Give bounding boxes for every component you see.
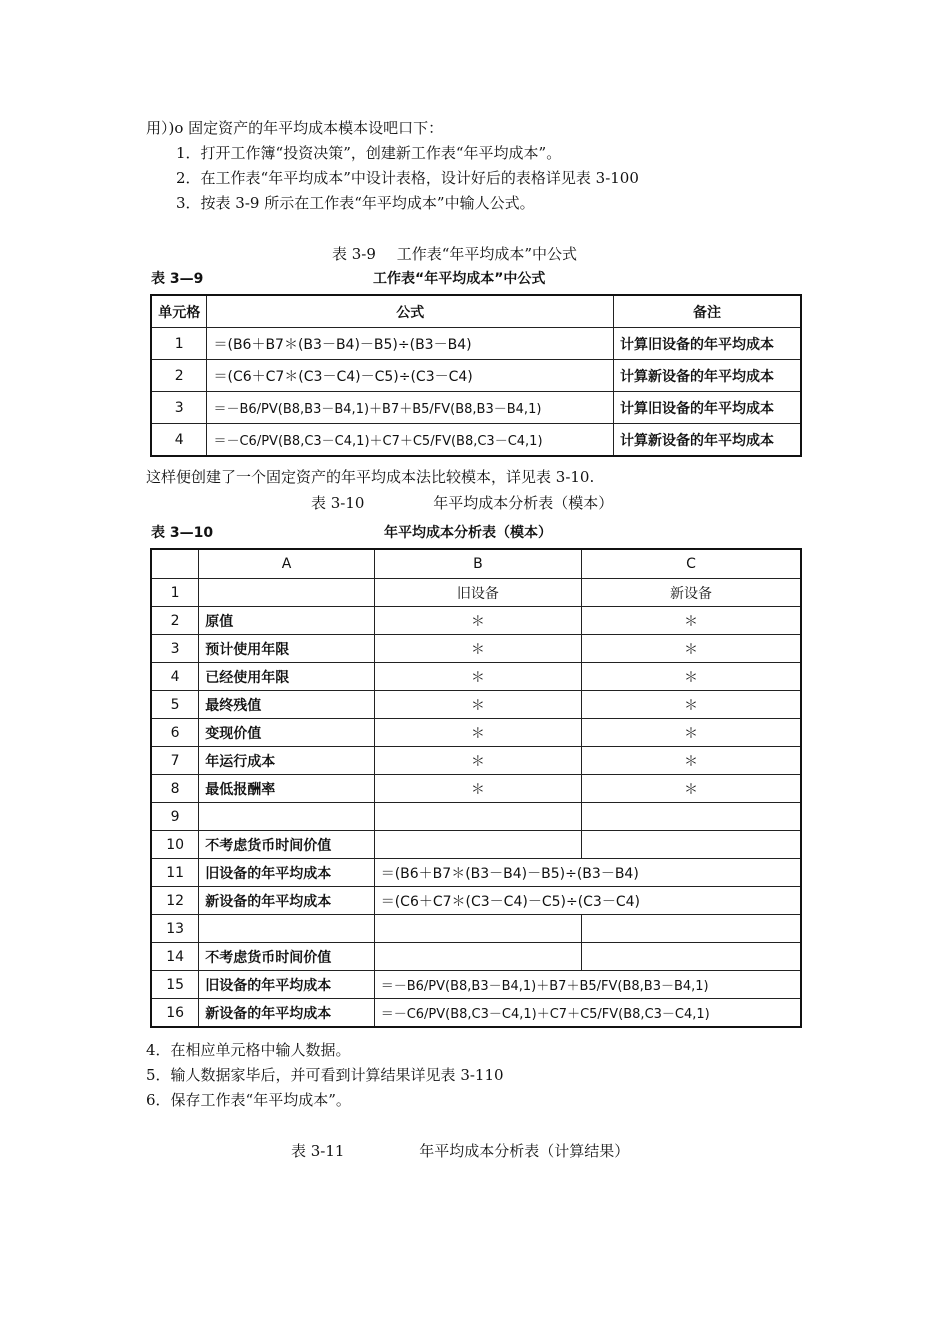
cell-a — [199, 803, 374, 831]
table-3-9-caption — [332, 243, 577, 264]
corner-cell — [151, 549, 199, 579]
row-number: 14 — [151, 943, 199, 971]
cell-c: 新设备 — [582, 579, 801, 607]
cell-bc-formula: ＝－C6/PV(B8,C3－C4,1)＋C7＋C5/FV(B8,C3－C4,1) — [374, 999, 801, 1028]
header-note: 备注 — [613, 295, 801, 328]
cell-a: 旧设备的年平均成本 — [199, 971, 374, 999]
middle-text: 这样便创建了一个固定资产的年平均成本法比较模本，详见表 3-10. — [146, 468, 595, 486]
cell-b: ＊ — [374, 607, 581, 635]
row-cell: 1 — [151, 328, 207, 360]
row-number: 11 — [151, 859, 199, 887]
table-row — [151, 831, 801, 859]
cell-a: 不考虑货币时间价值 — [199, 831, 374, 859]
table-row — [151, 607, 801, 635]
cell-b — [374, 831, 581, 859]
cell-c: ＊ — [582, 747, 801, 775]
cell-b: ＊ — [374, 719, 581, 747]
cell-a: 旧设备的年平均成本 — [199, 859, 374, 887]
table-3-9-caption-num: 表 3-9 — [332, 245, 376, 263]
row-formula: ＝(C6＋C7＊(C3－C4)－C5)÷(C3－C4) — [207, 360, 613, 392]
cell-a — [199, 579, 374, 607]
cell-c: ＊ — [582, 607, 801, 635]
table-row — [151, 392, 801, 424]
table-3-9 — [150, 294, 802, 457]
row-formula: ＝(B6＋B7＊(B3－B4)－B5)÷(B3－B4) — [207, 328, 613, 360]
row-cell: 3 — [151, 392, 207, 424]
row-number: 15 — [151, 971, 199, 999]
header-formula: 公式 — [207, 295, 613, 328]
step-5: 5．输人数据家毕后，并可看到计算结果详见表 3-110 — [146, 1066, 504, 1084]
table-row — [151, 747, 801, 775]
cell-a: 年运行成本 — [199, 747, 374, 775]
row-number: 3 — [151, 635, 199, 663]
table-row — [151, 915, 801, 943]
step-4: 4．在相应单元格中输人数据。 — [146, 1041, 351, 1059]
cell-a: 已经使用年限 — [199, 663, 374, 691]
cell-c — [582, 943, 801, 971]
table-header-row — [151, 295, 801, 328]
row-note: 计算新设备的年平均成本 — [613, 424, 801, 457]
table-row — [151, 775, 801, 803]
table-row — [151, 691, 801, 719]
row-formula: ＝－B6/PV(B8,B3－B4,1)＋B7＋B5/FV(B8,B3－B4,1) — [207, 392, 613, 424]
row-note: 计算旧设备的年平均成本 — [613, 328, 801, 360]
header-cell: 单元格 — [151, 295, 207, 328]
cell-c — [582, 803, 801, 831]
row-number: 4 — [151, 663, 199, 691]
cell-a: 变现价值 — [199, 719, 374, 747]
step-3: 3．按表 3-9 所示在工作表“年平均成本”中输人公式。 — [176, 194, 535, 212]
row-number: 7 — [151, 747, 199, 775]
cell-b: ＊ — [374, 635, 581, 663]
table-3-9-scan-title: 工作表“年平均成本”中公式 — [373, 271, 546, 287]
table-3-10-caption-title: 年平均成本分析表（模本） — [433, 494, 614, 512]
cell-a — [199, 915, 374, 943]
row-number: 1 — [151, 579, 199, 607]
row-number: 8 — [151, 775, 199, 803]
table-row — [151, 635, 801, 663]
table-row — [151, 719, 801, 747]
table-row — [151, 803, 801, 831]
table-3-10-caption-num: 表 3-10 — [311, 494, 365, 512]
row-number: 2 — [151, 607, 199, 635]
row-number: 12 — [151, 887, 199, 915]
cell-a: 预计使用年限 — [199, 635, 374, 663]
table-row — [151, 328, 801, 360]
row-number: 10 — [151, 831, 199, 859]
cell-c: ＊ — [582, 635, 801, 663]
cell-b — [374, 915, 581, 943]
row-cell: 2 — [151, 360, 207, 392]
column-header-row — [151, 549, 801, 579]
table-3-10 — [150, 548, 802, 1028]
row-formula: ＝－C6/PV(B8,C3－C4,1)＋C7＋C5/FV(B8,C3－C4,1) — [207, 424, 613, 457]
cell-b: ＊ — [374, 691, 581, 719]
row-note: 计算旧设备的年平均成本 — [613, 392, 801, 424]
cell-c: ＊ — [582, 663, 801, 691]
cell-b: ＊ — [374, 775, 581, 803]
table-3-11-caption-num: 表 3-11 — [291, 1142, 345, 1160]
col-header-a: A — [199, 549, 374, 579]
cell-a: 最低报酬率 — [199, 775, 374, 803]
table-3-9-scan-num: 表 3—9 — [151, 271, 204, 287]
row-cell: 4 — [151, 424, 207, 457]
step-6: 6．保存工作表“年平均成本”。 — [146, 1091, 351, 1109]
table-row — [151, 424, 801, 457]
table-row — [151, 360, 801, 392]
intro-text: 用）)o 固定资产的年平均成本模本设吧口下： — [146, 119, 444, 137]
table-3-10-scan-num: 表 3—10 — [151, 525, 214, 541]
table-3-11-caption — [291, 1140, 629, 1161]
cell-c: ＊ — [582, 691, 801, 719]
cell-a: 最终残值 — [199, 691, 374, 719]
cell-bc-formula: ＝－B6/PV(B8,B3－B4,1)＋B7＋B5/FV(B8,B3－B4,1) — [374, 971, 801, 999]
table-row — [151, 943, 801, 971]
cell-bc-formula: ＝(B6＋B7＊(B3－B4)－B5)÷(B3－B4) — [374, 859, 801, 887]
table-row — [151, 579, 801, 607]
table-row — [151, 999, 801, 1028]
row-number: 5 — [151, 691, 199, 719]
cell-b — [374, 803, 581, 831]
row-number: 6 — [151, 719, 199, 747]
row-note: 计算新设备的年平均成本 — [613, 360, 801, 392]
table-3-11-caption-title: 年平均成本分析表（计算结果） — [419, 1142, 630, 1160]
step-2: 2．在工作表“年平均成本”中设计表格，设计好后的表格详见表 3-100 — [176, 169, 639, 187]
col-header-c: C — [582, 549, 801, 579]
cell-b: ＊ — [374, 747, 581, 775]
cell-a: 不考虑货币时间价值 — [199, 943, 374, 971]
table-row — [151, 663, 801, 691]
cell-c — [582, 915, 801, 943]
table-row — [151, 887, 801, 915]
cell-c: ＊ — [582, 719, 801, 747]
table-row — [151, 859, 801, 887]
row-number: 16 — [151, 999, 199, 1028]
row-number: 9 — [151, 803, 199, 831]
table-3-10-scan-title: 年平均成本分析表（模本） — [384, 525, 552, 541]
cell-a: 原值 — [199, 607, 374, 635]
col-header-b: B — [374, 549, 581, 579]
cell-a: 新设备的年平均成本 — [199, 999, 374, 1028]
cell-c: ＊ — [582, 775, 801, 803]
cell-c — [582, 831, 801, 859]
table-3-10-caption — [311, 492, 613, 513]
row-number: 13 — [151, 915, 199, 943]
table-3-9-caption-title: 工作表“年平均成本”中公式 — [396, 245, 578, 263]
cell-a: 新设备的年平均成本 — [199, 887, 374, 915]
cell-b: 旧设备 — [374, 579, 581, 607]
cell-b: ＊ — [374, 663, 581, 691]
cell-bc-formula: ＝(C6＋C7＊(C3－C4)－C5)÷(C3－C4) — [374, 887, 801, 915]
cell-b — [374, 943, 581, 971]
step-1: 1．打开工作簿“投资决策”，创建新工作表“年平均成本”。 — [176, 144, 562, 162]
table-row — [151, 971, 801, 999]
